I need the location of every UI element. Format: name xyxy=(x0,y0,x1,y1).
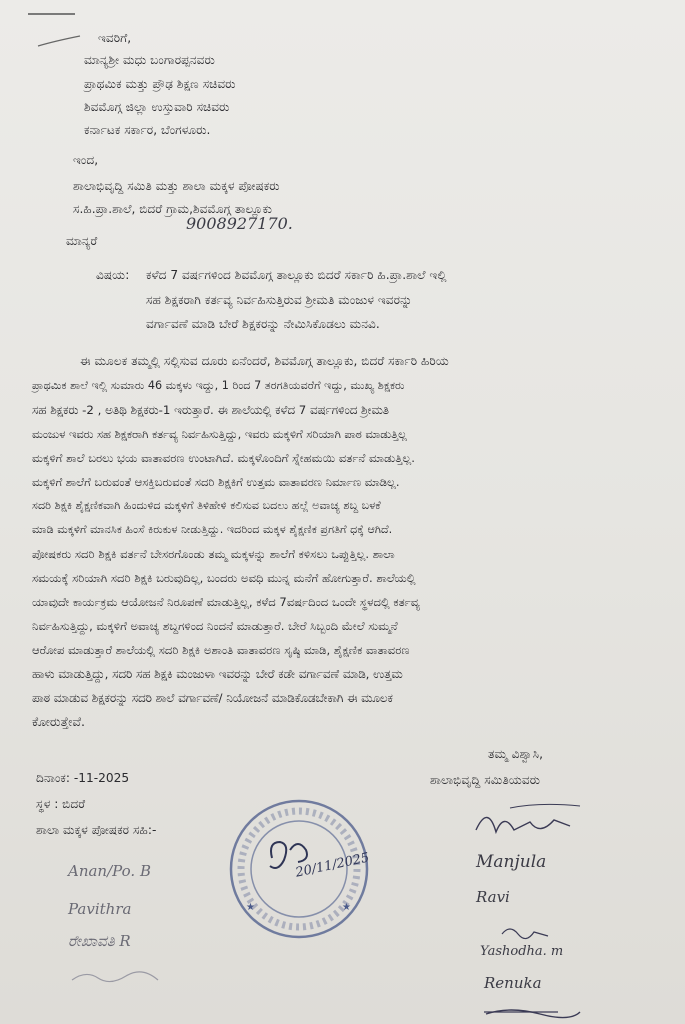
body-line-6: ಮಕ್ಕಳಿಗೆ ಶಾಲೆಗೆ ಬರುವಂತೆ ಆಸಕ್ತಿಬರುವಂತೆ ಸದರಿ ಶಿಕ್ಷಕಿಗೆ ಉತ್ತಮ ವಾತಾವರಣ ನಿರ್ಮಾಣ ಮಾಡಿಲ್ಲ. xyxy=(32,475,400,489)
subject-line-2: ಸಹ ಶಿಕ್ಷಕರಾಗಿ ಕರ್ತವ್ಯ ನಿರ್ವಹಿಸುತ್ತಿರುವ ಶ್ರೀಮತಿ ಮಂಜುಳ ಇವರನ್ನು xyxy=(146,293,413,307)
handwritten-name-right-3: Yashodha. m xyxy=(480,944,564,959)
subject-label: ವಿಷಯ: xyxy=(96,268,130,282)
body-line-14: ಹಾಳು ಮಾಡುತ್ತಿದ್ದು, ಸದರಿ ಸಹ ಶಿಕ್ಷಕಿ ಮಂಜುಳಾ ಇವರನ್ನು ಬೇರೆ ಕಡೇ ವರ್ಗಾವಣೆ ಮಾಡಿ, ಉತ್ತಮ xyxy=(32,667,403,681)
footer-place: ಸ್ಥಳ : ಬಿದರೆ xyxy=(36,797,86,811)
to-line-2: ಪ್ರಾಥಮಿಕ ಮತ್ತು ಪ್ರೌಢ ಶಿಕ್ಷಣ ಸಚಿವರು xyxy=(84,77,236,91)
to-line-4: ಕರ್ನಾಟಕ ಸರ್ಕಾರ, ಬೆಂಗಳೂರು. xyxy=(84,123,211,137)
body-line-2: ಪ್ರಾಥಮಿಕ ಶಾಲೆ ಇಲ್ಲಿ ಸುಮಾರು 46 ಮಕ್ಕಳು ಇದ್ದು, 1 ರಿಂದ 7 ತರಗತಿಯವರೆಗೆ ಇದ್ದು, ಮುಖ್ಯ ಶಿಕ್ಷಕರು xyxy=(32,379,405,392)
signature-scribble-1 xyxy=(470,800,600,850)
to-heading: ಇವರಿಗೆ, xyxy=(98,31,132,45)
body-line-15: ಪಾಠ ಮಾಡುವ ಶಿಕ್ಷಕರನ್ನು ಸದರಿ ಶಾಲೆ ವರ್ಗಾವಣೆ/ ನಿಯೋಜನೆ ಮಾಡಿಕೊಡಬೇಕಾಗಿ ಈ ಮೂಲಕ xyxy=(32,691,393,705)
footer-parents-signature: ಶಾಲಾ ಮಕ್ಕಳ ಪೋಷಕರ ಸಹಿ:- xyxy=(36,823,157,837)
signature-scribble-2 xyxy=(498,920,558,944)
corner-pen-marks xyxy=(20,8,90,58)
handwritten-name-right-4: Renuka xyxy=(484,974,542,992)
body-line-4: ಮಂಜುಳ ಇವರು ಸಹ ಶಿಕ್ಷಕರಾಗಿ ಕರ್ತವ್ಯ ನಿರ್ವಹಿಸುತ್ತಿದ್ದು, ಇವರು ಮಕ್ಕಳಿಗೆ ಸರಿಯಾಗಿ ಪಾಠ ಮಾಡುತ್ತಿಲ್ಲ xyxy=(32,427,407,441)
struck-signature-scribble xyxy=(480,1002,590,1024)
subject-line-1: ಕಳೆದ 7 ವರ್ಷಗಳಿಂದ ಶಿವಮೊಗ್ಗ ತಾಲ್ಲೂಕು ಬಿದರೆ ಸರ್ಕಾರಿ ಹಿ.ಪ್ರಾ.ಶಾಲೆ ಇಲ್ಲಿ xyxy=(146,268,447,282)
svg-text:★: ★ xyxy=(246,902,255,913)
body-line-13: ಆರೋಪ ಮಾಡುತ್ತಾರೆ ಶಾಲೆಯಲ್ಲಿ ಸದರಿ ಶಿಕ್ಷಕಿ ಅಶಾಂತಿ ವಾತಾವರಣ ಸೃಷ್ಠಿ ಮಾಡಿ, ಶೈಕ್ಷಣಿಕ ವಾತಾವರಣ xyxy=(32,643,410,657)
closing-yours: ತಮ್ಮ ವಿಶ್ವಾಸಿ, xyxy=(488,747,543,761)
closing-committee: ಶಾಲಾಭಿವೃದ್ದಿ ಸಮಿತಿಯವರು xyxy=(430,773,541,787)
body-line-16: ಕೋರುತ್ತೇವೆ. xyxy=(32,714,85,729)
body-line-10: ಸಮಯಕ್ಕೆ ಸರಿಯಾಗಿ ಸದರಿ ಶಿಕ್ಷಕಿ ಬರುವುದಿಲ್ಲ, ಬಂದರು ಅವಧಿ ಮುನ್ನ ಮನೆಗೆ ಹೋಗುತ್ತಾರೆ. ಶಾಲೆಯಲ್ಲಿ xyxy=(32,571,416,585)
to-line-1: ಮಾನ್ಯಶ್ರೀ ಮಧು ಬಂಗಾರಪ್ಪನವರು xyxy=(84,53,215,67)
from-line-2: ಸ.ಹಿ.ಪ್ರಾ.ಶಾಲೆ, ಬಿದರೆ ಗ್ರಾಮ,ಶಿವಮೊಗ್ಗ ತಾಲ್ಲೂಕು xyxy=(73,202,272,216)
from-heading: ಇಂದ, xyxy=(73,153,99,167)
handwritten-name-left-2: Pavithra xyxy=(68,900,132,918)
body-line-1: ಈ ಮೂಲಕ ತಮ್ಮಲ್ಲಿ ಸಲ್ಲಿಸುವ ದೂರು ಏನೆಂದರೆ, ಶಿವಮೊಗ್ಗ ತಾಲ್ಲೂಕು, ಬಿದರೆ ಸರ್ಕಾರಿ ಹಿರಿಯ xyxy=(80,354,449,368)
handwritten-name-left-3: ರೇಖಾವತಿ R xyxy=(68,932,131,950)
faded-signature-scribble xyxy=(68,962,188,992)
body-line-7: ಸದರಿ ಶಿಕ್ಷಕಿ ಶೈಕ್ಷಣಿಕವಾಗಿ ಹಿಂದುಳಿದ ಮಕ್ಕಳಿಗೆ ತಿಳಿಹೇಳಿ ಕಲಿಸುವ ಬದಲು ಹಲ್ಲೆ ಅವಾಚ್ಯ ಶಬ್ದ ಬಳಕೆ xyxy=(32,499,381,512)
svg-text:★: ★ xyxy=(342,902,351,913)
body-line-9: ಪೋಷಕರು ಸದರಿ ಶಿಕ್ಷಕಿ ವರ್ತನೆ ಬೇಸರಗೊಂಡು ತಮ್ಮ ಮಕ್ಕಳನ್ನು ಶಾಲೆಗೆ ಕಳಿಸಲು ಒಪ್ಪುತ್ತಿಲ್ಲ. ಶಾಲಾ xyxy=(32,547,395,561)
handwritten-phone-number: 9008927170. xyxy=(186,214,293,233)
body-line-5: ಮಕ್ಕಳಿಗೆ ಶಾಲೆ ಬರಲು ಭಯ ವಾತಾವರಣ ಉಂಟಾಗಿದೆ. ಮಕ್ಕಳೊಂದಿಗೆ ಸ್ನೇಹಮಯಿ ವರ್ತನೆ ಮಾಡುತ್ತಿಲ್ಲ. xyxy=(32,451,415,465)
body-line-8: ಮಾಡಿ ಮಕ್ಕಳಿಗೆ ಮಾನಸಿಕ ಹಿಂಸೆ ಕಿರುಕುಳ ನೀಡುತ್ತಿದ್ದು. ಇದರಿಂದ ಮಕ್ಕಳ ಶೈಕ್ಷಣಿಕ ಪ್ರಗತಿಗೆ ಧಕ್ಕೆ ಆಗಿದೆ. xyxy=(32,523,393,536)
seal-handwritten-date: 20/11/2025 xyxy=(294,850,371,881)
subject-line-3: ವರ್ಗಾವಣೆ ಮಾಡಿ ಬೇರೆ ಶಿಕ್ಷಕರನ್ನು ನೇಮಿಸಿಕೊಡಲು ಮನವಿ. xyxy=(146,317,380,331)
handwritten-name-right-2: Ravi xyxy=(476,888,510,906)
body-line-12: ನಿರ್ವಹಿಸುತ್ತಿದ್ದು, ಮಕ್ಕಳಿಗೆ ಅವಾಚ್ಯ ಶಬ್ದಗಳಿಂದ ನಿಂದನೆ ಮಾಡುತ್ತಾರೆ. ಬೇರೆ ಸಿಬ್ಬಂದಿ ಮೇಲೆ ಸುಮ್ಮನೆ xyxy=(32,619,398,633)
body-line-11: ಯಾವುದೇ ಕಾರ್ಯಕ್ರಮ ಆಯೋಜನೆ ನಿರೂಪಣೆ ಮಾಡುತ್ತಿಲ್ಲ, ಕಳೆದ 7ವರ್ಷದಿಂದ ಒಂದೇ ಸ್ಥಳದಲ್ಲಿ ಕರ್ತವ್ಯ xyxy=(32,595,420,609)
handwritten-name-right-1: Manjula xyxy=(476,852,547,872)
salutation: ಮಾನ್ಯರೆ xyxy=(66,234,98,248)
handwritten-name-left-1: Anan/Po. B xyxy=(68,862,151,880)
from-line-1: ಶಾಲಾಭಿವೃದ್ದಿ ಸಮಿತಿ ಮತ್ತು ಶಾಲಾ ಮಕ್ಕಳ ಪೋಷಕರು xyxy=(73,179,280,193)
body-line-3: ಸಹ ಶಿಕ್ಷಕರು -2 , ಅತಿಥಿ ಶಿಕ್ಷಕರು-1 ಇರುತ್ತಾರೆ. ಈ ಶಾಲೆಯಲ್ಲಿ ಕಳೆದ 7 ವರ್ಷಗಳಿಂದ ಶ್ರೀಮತಿ xyxy=(32,403,389,417)
footer-date: ದಿನಾಂಕ: -11-2025 xyxy=(36,771,130,785)
to-line-3: ಶಿವಮೊಗ್ಗ ಜಿಲ್ಲಾ ಉಸ್ತುವಾರಿ ಸಚಿವರು xyxy=(84,100,230,114)
